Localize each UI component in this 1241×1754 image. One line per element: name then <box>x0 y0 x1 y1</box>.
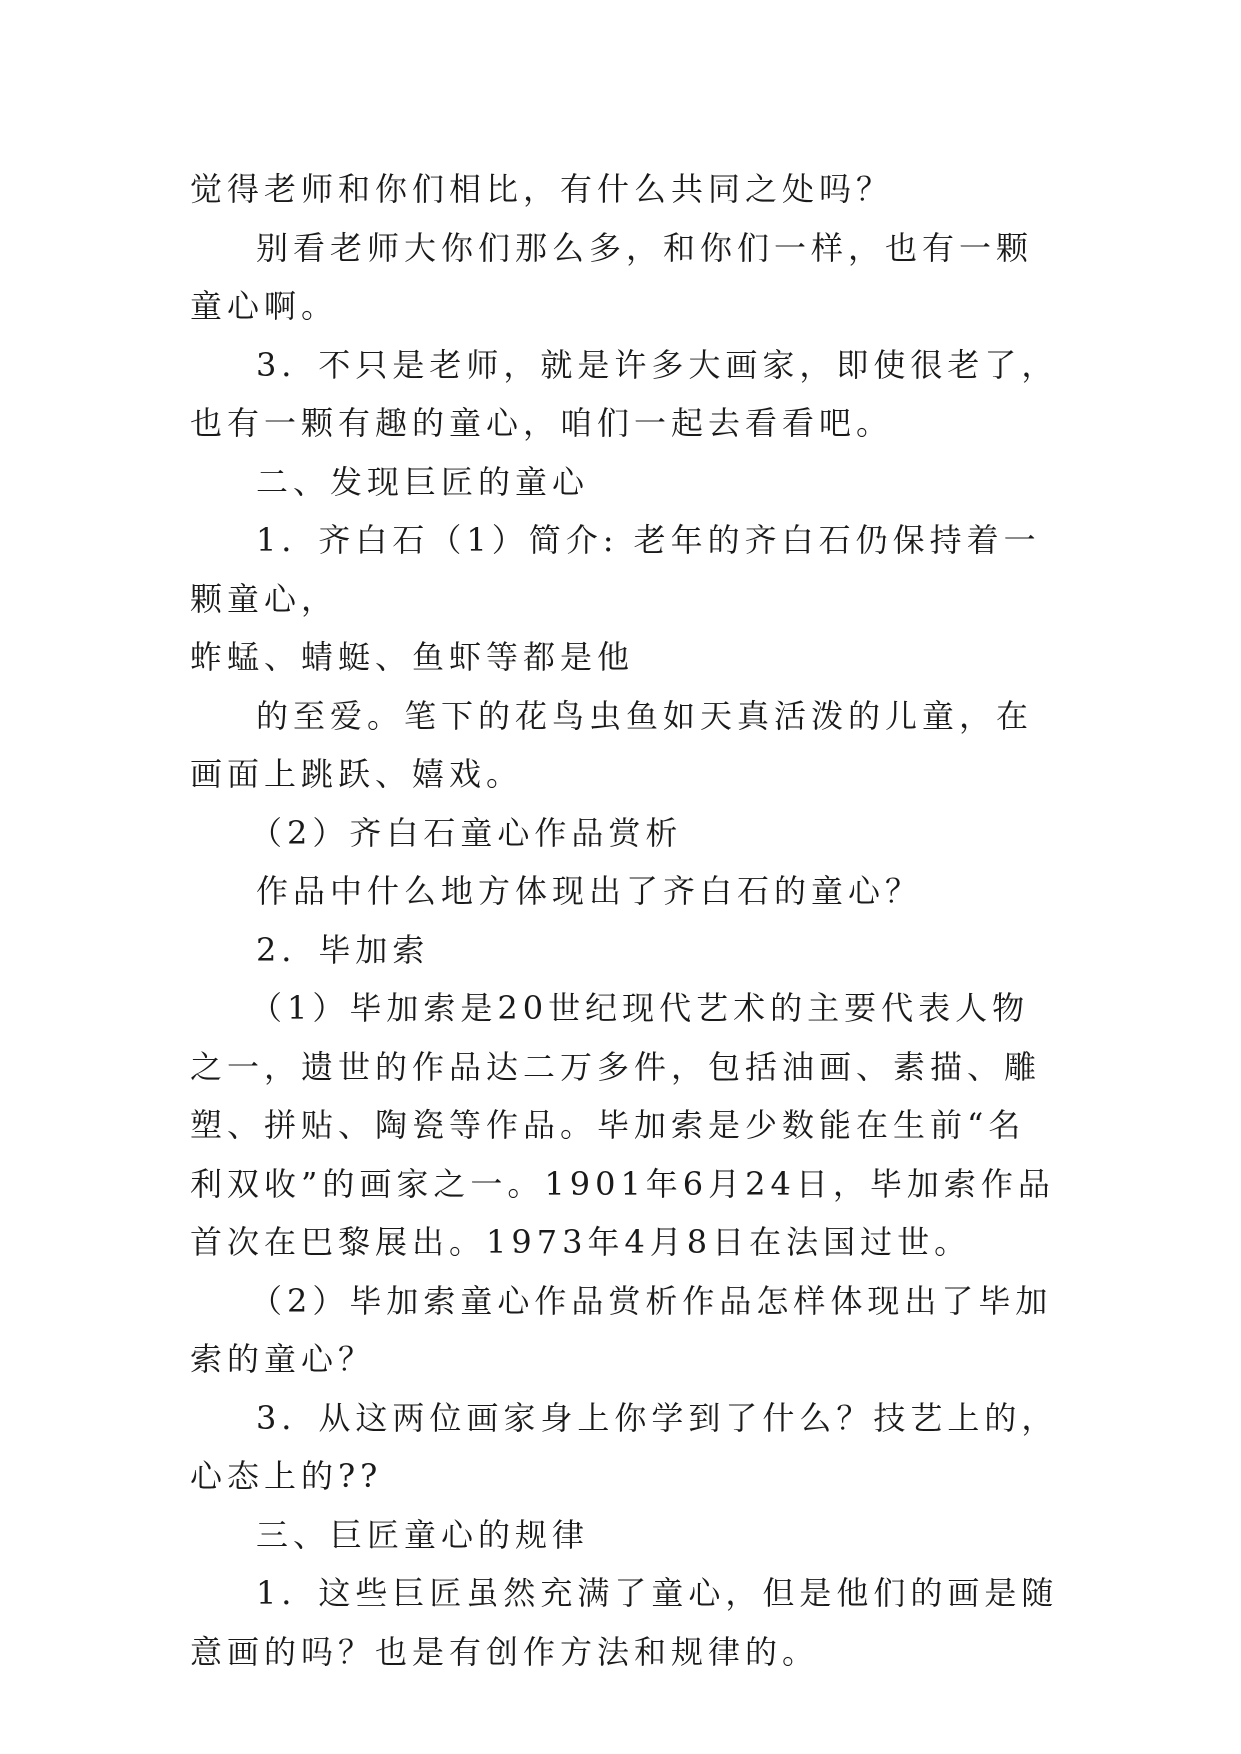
paragraph-continuation: 觉得老师和你们相比，有什么共同之处吗？ <box>190 170 894 208</box>
paragraph-lessons-question: 3．从这两位画家身上你学到了什么？技艺上的，心态上的?? <box>190 1398 1059 1495</box>
paragraph-qi-baishi-intro: 1．齐白石（1）简介: 老年的齐白石仍保持着一颗童心， <box>190 521 1041 618</box>
paragraph-qi-baishi-question: 作品中什么地方体现出了齐白石的童心？ <box>256 872 923 910</box>
paragraph-teacher-childlike-heart: 别看老师大你们那么多，和你们一样，也有一颗童心啊。 <box>190 228 1034 325</box>
paragraph-qi-baishi-favorites: 的至爱。笔下的花鸟虫鱼如天真活泼的儿童，在画面上跳跃、嬉戏。 <box>190 696 1034 793</box>
paragraph-item-3-intro: 3．不只是老师，就是许多大画家，即使很老了，也有一颗有趣的童心，咱们一起去看看吧。 <box>190 345 1059 442</box>
section-heading-rules: 三、巨匠童心的规律 <box>256 1515 590 1554</box>
paragraph-picasso-heading: 2．毕加索 <box>256 930 430 969</box>
paragraph-qi-baishi-insects: 蚱蜢、蜻蜓、鱼虾等都是他 <box>190 638 635 676</box>
paragraph-qi-baishi-appreciation: （2）齐白石童心作品赏析 <box>250 813 683 852</box>
paragraph-picasso-appreciation: （2）毕加索童心作品赏析作品怎样体现出了毕加索的童心？ <box>190 1281 1053 1378</box>
paragraph-picasso-bio: （1）毕加索是20世纪现代艺术的主要代表人物之一，遗世的作品达二万多件，包括油画、素描、雕塑、拼贴、陶瓷等作品。毕加索是少数能在生前“名利双收”的画家之一。1901年6月24日，毕加索作品首次在巴黎展出。1973年4月8日在法国过世。 <box>190 989 1055 1261</box>
document-body <box>190 160 1060 1681</box>
paragraph-rules-item-1: 1．这些巨匠虽然充满了童心，但是他们的画是随意画的吗？也是有创作方法和规律的。 <box>190 1574 1059 1671</box>
section-heading-discover: 二、发现巨匠的童心 <box>256 462 590 501</box>
